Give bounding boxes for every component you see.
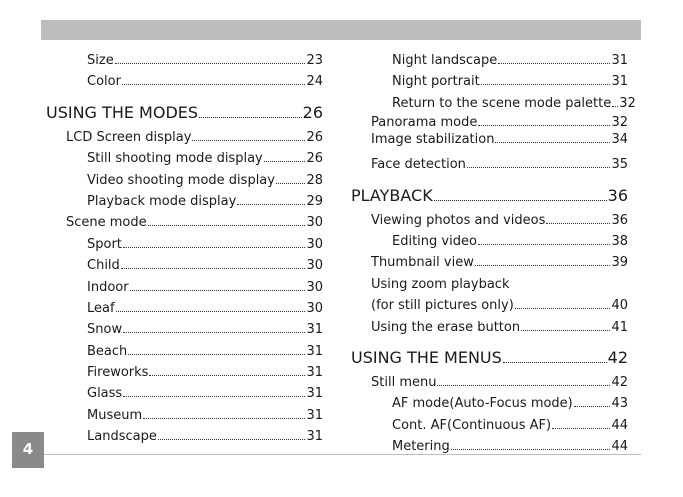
- toc-page-number: 44: [611, 417, 628, 433]
- toc-entry[interactable]: [351, 415, 628, 436]
- toc-entry[interactable]: [46, 405, 323, 426]
- toc-entry-title: USING THE MODES: [46, 102, 199, 122]
- toc-entry[interactable]: [46, 191, 323, 212]
- toc-entry-title: Playback mode display: [87, 193, 237, 209]
- toc-page-number: 31: [306, 429, 323, 445]
- dot-leader: [123, 247, 306, 248]
- toc-entry-title: Thumbnail view: [371, 255, 474, 271]
- toc-entry[interactable]: [351, 114, 628, 131]
- dot-leader: [149, 375, 305, 376]
- dot-leader: [128, 354, 305, 355]
- toc-entry-title: Night landscape: [392, 53, 498, 68]
- toc-entry-title: Indoor: [87, 279, 129, 295]
- toc-entry-title: Still menu: [371, 374, 437, 390]
- toc-column-right: [351, 50, 636, 457]
- toc-page-number: 31: [306, 322, 323, 338]
- toc-entry-title: Size: [87, 53, 114, 68]
- dot-leader: [467, 167, 611, 168]
- toc-entry[interactable]: [351, 210, 628, 231]
- toc-entry[interactable]: [351, 154, 628, 175]
- toc-entry[interactable]: [351, 71, 628, 92]
- toc-entry[interactable]: [351, 317, 628, 338]
- dot-leader: [498, 63, 610, 64]
- toc-entry[interactable]: [46, 319, 323, 340]
- toc-entry-title: Panorama mode: [371, 115, 478, 131]
- toc-entry-title: PLAYBACK: [351, 185, 433, 205]
- toc-entry-title: Image stabilization: [371, 132, 495, 148]
- toc-entry-title: Leaf: [87, 300, 115, 316]
- dot-leader: [276, 183, 305, 184]
- dot-leader: [521, 330, 610, 331]
- toc-entry[interactable]: [46, 212, 323, 233]
- toc-page-number: 35: [611, 157, 628, 173]
- toc-entry[interactable]: [351, 231, 628, 252]
- dot-leader: [116, 311, 306, 312]
- toc-entry[interactable]: [351, 274, 628, 295]
- header-bar: [41, 20, 641, 40]
- toc-page-number: 32: [619, 95, 636, 111]
- toc-page-number: 36: [611, 212, 628, 228]
- toc-entry[interactable]: [46, 277, 323, 298]
- toc-page-number: 38: [611, 233, 628, 249]
- dot-leader: [122, 84, 306, 85]
- toc-page-number: 28: [306, 172, 323, 188]
- toc-entry-title: Glass: [87, 386, 123, 402]
- dot-leader: [121, 268, 306, 269]
- dot-leader: [481, 84, 611, 85]
- dot-leader: [237, 204, 305, 205]
- dot-leader: [130, 290, 306, 291]
- toc-page-number: 31: [306, 407, 323, 423]
- toc-page-number: 31: [611, 53, 628, 68]
- toc-column-left: [46, 50, 323, 448]
- toc-entry[interactable]: [46, 127, 323, 148]
- toc-section-heading[interactable]: [351, 184, 628, 208]
- toc-page-number: 42: [607, 347, 628, 367]
- toc-entry[interactable]: [46, 50, 323, 71]
- toc-entry-title: Face detection: [371, 157, 466, 173]
- dot-leader: [199, 117, 302, 118]
- dot-leader: [434, 200, 607, 201]
- toc-entry-title: Cont. AF(Continuous AF): [392, 417, 552, 433]
- toc-entry-title: Color: [87, 74, 121, 90]
- toc-entry-title: LCD Screen display: [66, 129, 192, 145]
- dot-leader: [612, 106, 618, 107]
- toc-page-number: 39: [611, 255, 628, 271]
- toc-section-heading[interactable]: [46, 101, 323, 125]
- toc-page-number: 30: [306, 300, 323, 316]
- dot-leader: [115, 63, 306, 64]
- toc-entry[interactable]: [46, 426, 323, 447]
- toc-entry-title: Still shooting mode display: [87, 151, 263, 167]
- toc-page-number: 30: [306, 279, 323, 295]
- toc-entry[interactable]: [351, 372, 628, 393]
- toc-entry-title: (for still pictures only): [371, 298, 514, 314]
- dot-leader: [478, 125, 610, 126]
- dot-leader: [148, 225, 306, 226]
- toc-page-number: 30: [306, 258, 323, 274]
- toc-entry[interactable]: [351, 295, 628, 316]
- toc-entry-title: Metering: [392, 439, 450, 455]
- dot-leader: [552, 428, 610, 429]
- dot-leader: [437, 385, 610, 386]
- toc-entry[interactable]: [46, 170, 323, 191]
- toc-entry[interactable]: [351, 131, 628, 148]
- toc-page-number: 31: [306, 365, 323, 381]
- toc-entry-title: Video shooting mode display: [87, 172, 275, 188]
- toc-page-number: 26: [302, 102, 323, 122]
- toc-page-number: 32: [611, 115, 628, 131]
- page-number: 4: [22, 440, 34, 458]
- dot-leader: [451, 449, 611, 450]
- toc-page-number: 24: [306, 74, 323, 90]
- toc-entry-title: Beach: [87, 343, 128, 359]
- dot-leader: [143, 418, 305, 419]
- dot-leader: [123, 396, 305, 397]
- toc-page-number: 43: [611, 396, 628, 412]
- dot-leader: [192, 140, 305, 141]
- toc-entry-title: Child: [87, 258, 120, 274]
- toc-page-number: 40: [611, 298, 628, 314]
- toc-page-number: 31: [611, 74, 628, 90]
- dot-leader: [123, 332, 305, 333]
- toc-entry-title: Snow: [87, 322, 123, 338]
- toc-page-number: 36: [607, 185, 628, 205]
- toc-entry[interactable]: [46, 255, 323, 276]
- dot-leader: [503, 362, 607, 363]
- toc-page-number: 34: [611, 132, 628, 148]
- toc-entry-title: Using zoom playback: [371, 276, 510, 292]
- footer-rule: [44, 454, 641, 455]
- toc-entry[interactable]: [351, 93, 636, 114]
- toc-entry-title: Night portrait: [392, 74, 480, 90]
- toc-entry[interactable]: [46, 71, 323, 92]
- dot-leader: [546, 223, 610, 224]
- toc-entry[interactable]: [46, 298, 323, 319]
- dot-leader: [158, 439, 306, 440]
- toc-page-number: 26: [306, 129, 323, 145]
- toc-page-number: 41: [611, 319, 628, 335]
- toc-page-number: 30: [306, 236, 323, 252]
- toc-entry-title: Museum: [87, 407, 143, 423]
- toc-entry-title: Viewing photos and videos: [371, 212, 546, 228]
- page-number-tab: [12, 432, 44, 468]
- toc-entry[interactable]: [46, 234, 323, 255]
- toc-entry-title: Landscape: [87, 429, 157, 445]
- toc-entry[interactable]: [46, 341, 323, 362]
- toc-page-number: 31: [306, 386, 323, 402]
- toc-entry-title: Using the erase button: [371, 319, 521, 335]
- toc-entry-title: Return to the scene mode palette: [392, 95, 612, 111]
- toc-entry-title: AF mode(Auto-Focus mode): [392, 396, 573, 412]
- toc-page-number: 31: [306, 343, 323, 359]
- toc-entry-title: Editing video: [392, 233, 477, 249]
- toc-page-number: 30: [306, 215, 323, 231]
- dot-leader: [515, 308, 611, 309]
- toc-section-heading[interactable]: [351, 346, 628, 370]
- dot-leader: [478, 244, 611, 245]
- dot-leader: [264, 161, 306, 162]
- toc-entry-title: Fireworks: [87, 365, 149, 381]
- dot-leader: [495, 142, 610, 143]
- toc-entry-title: USING THE MENUS: [351, 347, 502, 367]
- dot-leader: [574, 406, 611, 407]
- toc-page-number: 44: [611, 439, 628, 455]
- toc-entry[interactable]: [351, 50, 628, 71]
- toc-entry-title: Sport: [87, 236, 122, 252]
- toc-page-number: 26: [306, 151, 323, 167]
- toc-entry[interactable]: [351, 393, 628, 414]
- toc-entry[interactable]: [46, 362, 323, 383]
- toc-entry[interactable]: [46, 148, 323, 169]
- dot-leader: [475, 265, 611, 266]
- toc-entry[interactable]: [351, 252, 628, 273]
- toc-page-number: 42: [611, 374, 628, 390]
- toc-entry-title: Scene mode: [66, 215, 147, 231]
- toc-entry[interactable]: [46, 383, 323, 404]
- toc-page-number: 23: [306, 53, 323, 68]
- toc-page-number: 29: [306, 193, 323, 209]
